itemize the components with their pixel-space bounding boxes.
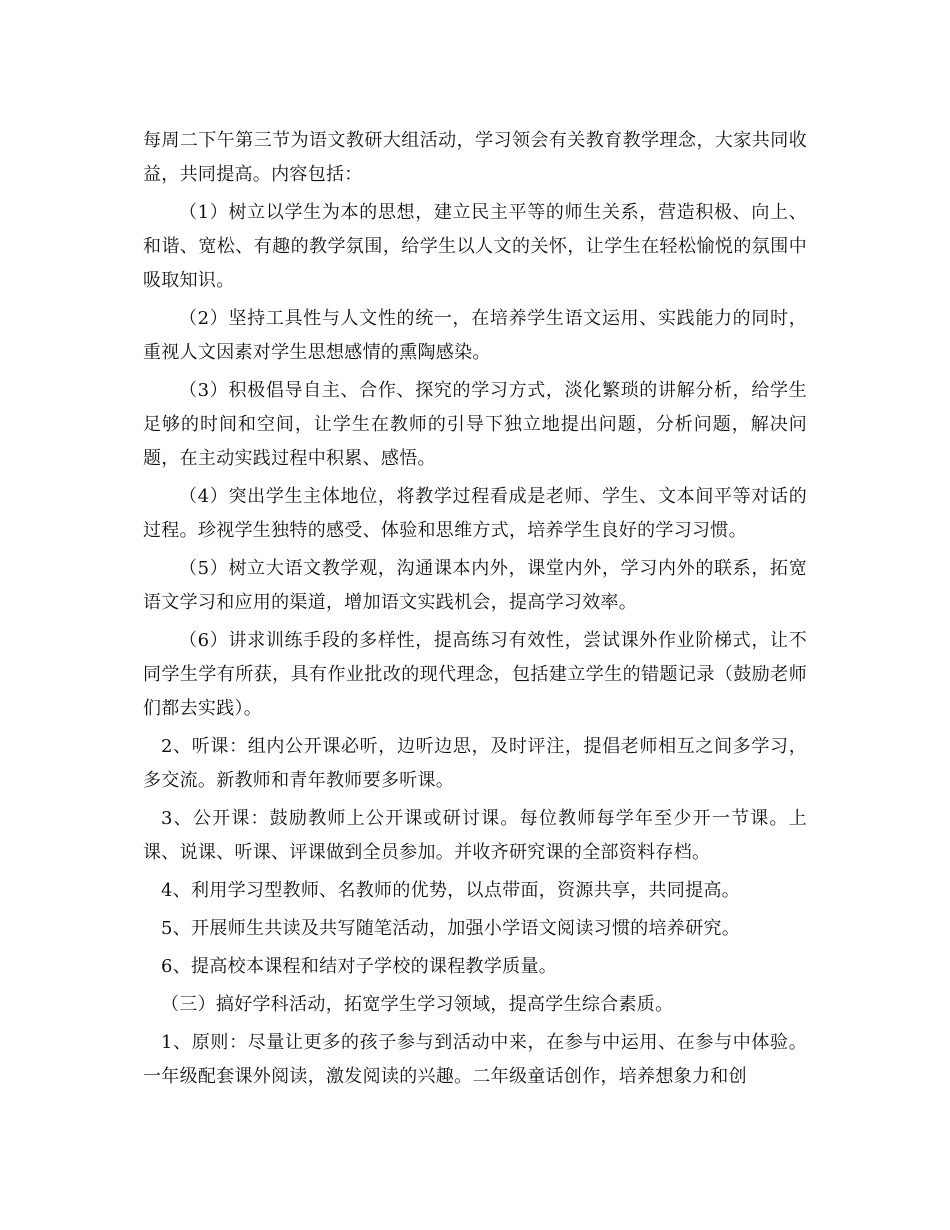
document-body: [143, 124, 807, 1098]
paragraph-item-5: （5）树立大语文教学观，沟通课本内外，课堂内外，学习内外的联系，拓宽语文学习和应用的渠道，增加语文实践机会，提高学习效率。: [143, 558, 807, 613]
paragraph-item-4: （4）突出学生主体地位，将教学过程看成是老师、学生、文本间平等对话的过程。珍视学生独特的感受、体验和思维方式，培养学生良好的学习习惯。: [143, 486, 807, 541]
paragraph-item-1: （1）树立以学生为本的思想，建立民主平等的师生关系，营造积极、向上、和谐、宽松、有趣的教学氛围，给学生以人文的关怀，让学生在轻松愉悦的氛围中吸取知识。: [143, 202, 807, 291]
paragraph-course-quality: 6、提高校本课程和结对子学校的课程教学质量。: [161, 956, 558, 977]
paragraph-reading-activity: 5、开展师生共读及共写随笔活动，加强小学语文阅读习惯的培养研究。: [161, 918, 741, 939]
paragraph-principle: 1、原则：尽量让更多的孩子参与到活动中来，在参与中运用、在参与中体验。一年级配套课外阅读，激发阅读的兴趣。二年级童话创作，培养想象力和创: [143, 1032, 807, 1087]
paragraph-intro: 每周二下午第三节为语文教研大组活动，学习领会有关教育教学理念，大家共同收益，共同提高。内容包括：: [143, 130, 807, 185]
paragraph-teacher-advantage: 4、利用学习型教师、名教师的优势，以点带面，资源共享，共同提高。: [161, 880, 741, 901]
paragraph-item-6: （6）讲求训练手段的多样性，提高练习有效性，尝试课外作业阶梯式，让不同学生学有所获，具有作业批改的现代理念，包括建立学生的错题记录（鼓励老师们都去实践）。: [143, 630, 807, 719]
paragraph-open-class: 3、公开课：鼓励教师上公开课或研讨课。每位教师每学年至少开一节课。上课、说课、听课、评课做到全员参加。并收齐研究课的全部资料存档。: [143, 808, 807, 863]
paragraph-listening: 2、听课：组内公开课必听，边听边思，及时评注，提倡老师相互之间多学习，多交流。新教师和青年教师要多听课。: [143, 736, 807, 791]
section-heading-3: （三）搞好学科活动，拓宽学生学习领域，提高学生综合素质。: [161, 994, 674, 1015]
paragraph-item-3: （3）积极倡导自主、合作、探究的学习方式，淡化繁琐的讲解分析，给学生足够的时间和空间，让学生在教师的引导下独立地提出问题，分析问题，解决问题，在主动实践过程中积累、感悟。: [143, 380, 807, 469]
paragraph-item-2: （2）坚持工具性与人文性的统一，在培养学生语文运用、实践能力的同时，重视人文因素对学生思想感情的熏陶感染。: [143, 308, 807, 363]
